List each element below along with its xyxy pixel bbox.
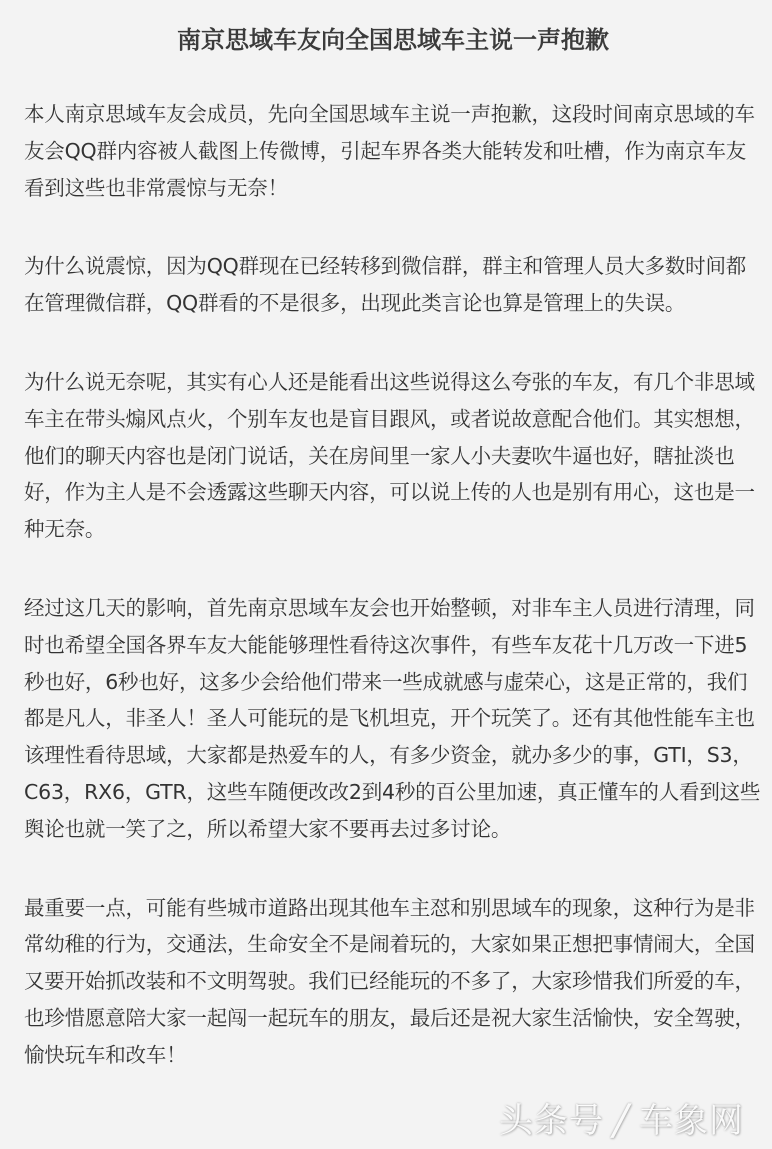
article-paragraph: 最重要一点，可能有些城市道路出现其他车主怼和别思域车的现象，这种行为是非常幼稚的行为，交通法，生命安全不是闹着玩的，大家如果正想把事情闹大，全国又要开始抓改装和不文明驾驶。我们已经能玩的不多了，大家珍惜我们所爱的车，也珍惜愿意陪大家一起闯一起玩车的朋友，最后还是祝大家生活愉快，安全驾驶，愉快玩车和改车！ <box>24 895 755 1067</box>
article-paragraph: 经过这几天的影响，首先南京思域车友会也开始整顿，对非车主人员进行清理，同时也希望全国各界车友大能能够理性看待这次事件，有些车友花十几万改一下进5秒也好，6秒也好，这多少会给他们带来一些成就感与虚荣心，这是正常的，我们都是凡人，非圣人！圣人可能玩的是飞机坦克，开个玩笑了。还有其他性能车主也该理性看待思域，大家都是热爱车的人，有多少资金，就办多少的事，GTI，S3，C63，RX6，GTR，这些车随便改改2到4秒的百公里加速，真正懂车的人看到这些舆论也就一笑了之，所以希望大家不要再去过多讨论。 <box>24 595 761 841</box>
watermark-right-text: 车象网 <box>639 1101 744 1141</box>
article-paragraph: 为什么说震惊，因为QQ群现在已经转移到微信群，群主和管理人员大多数时间都在管理微信群，QQ群看的不是很多，出现此类言论也算是管理上的失误。 <box>24 254 747 316</box>
article-title: 南京思域车友向全国思域车主说一声抱歉 <box>177 26 609 54</box>
article-paragraph: 本人南京思域车友会成员，先向全国思域车主说一声抱歉，这段时间南京思域的车友会QQ群内容被人截图上传微博，引起车界各类大能转发和吐槽，作为南京车友看到这些也非常震惊与无奈！ <box>24 102 755 200</box>
article-paragraph: 为什么说无奈呢，其实有心人还是能看出这些说得这么夸张的车友，有几个非思域车主在带头煽风点火，个别车友也是盲目跟风，或者说故意配合他们。其实想想，他们的聊天内容也是闭门说话，关在房间里一家人小夫妻吹牛逼也好，瞎扯淡也好，作为主人是不会透露这些聊天内容，可以说上传的人也是别有用心，这也是一种无奈。 <box>24 369 755 542</box>
watermark-separator: / <box>608 1095 635 1144</box>
watermark-left-text: 头条号 <box>498 1101 604 1141</box>
